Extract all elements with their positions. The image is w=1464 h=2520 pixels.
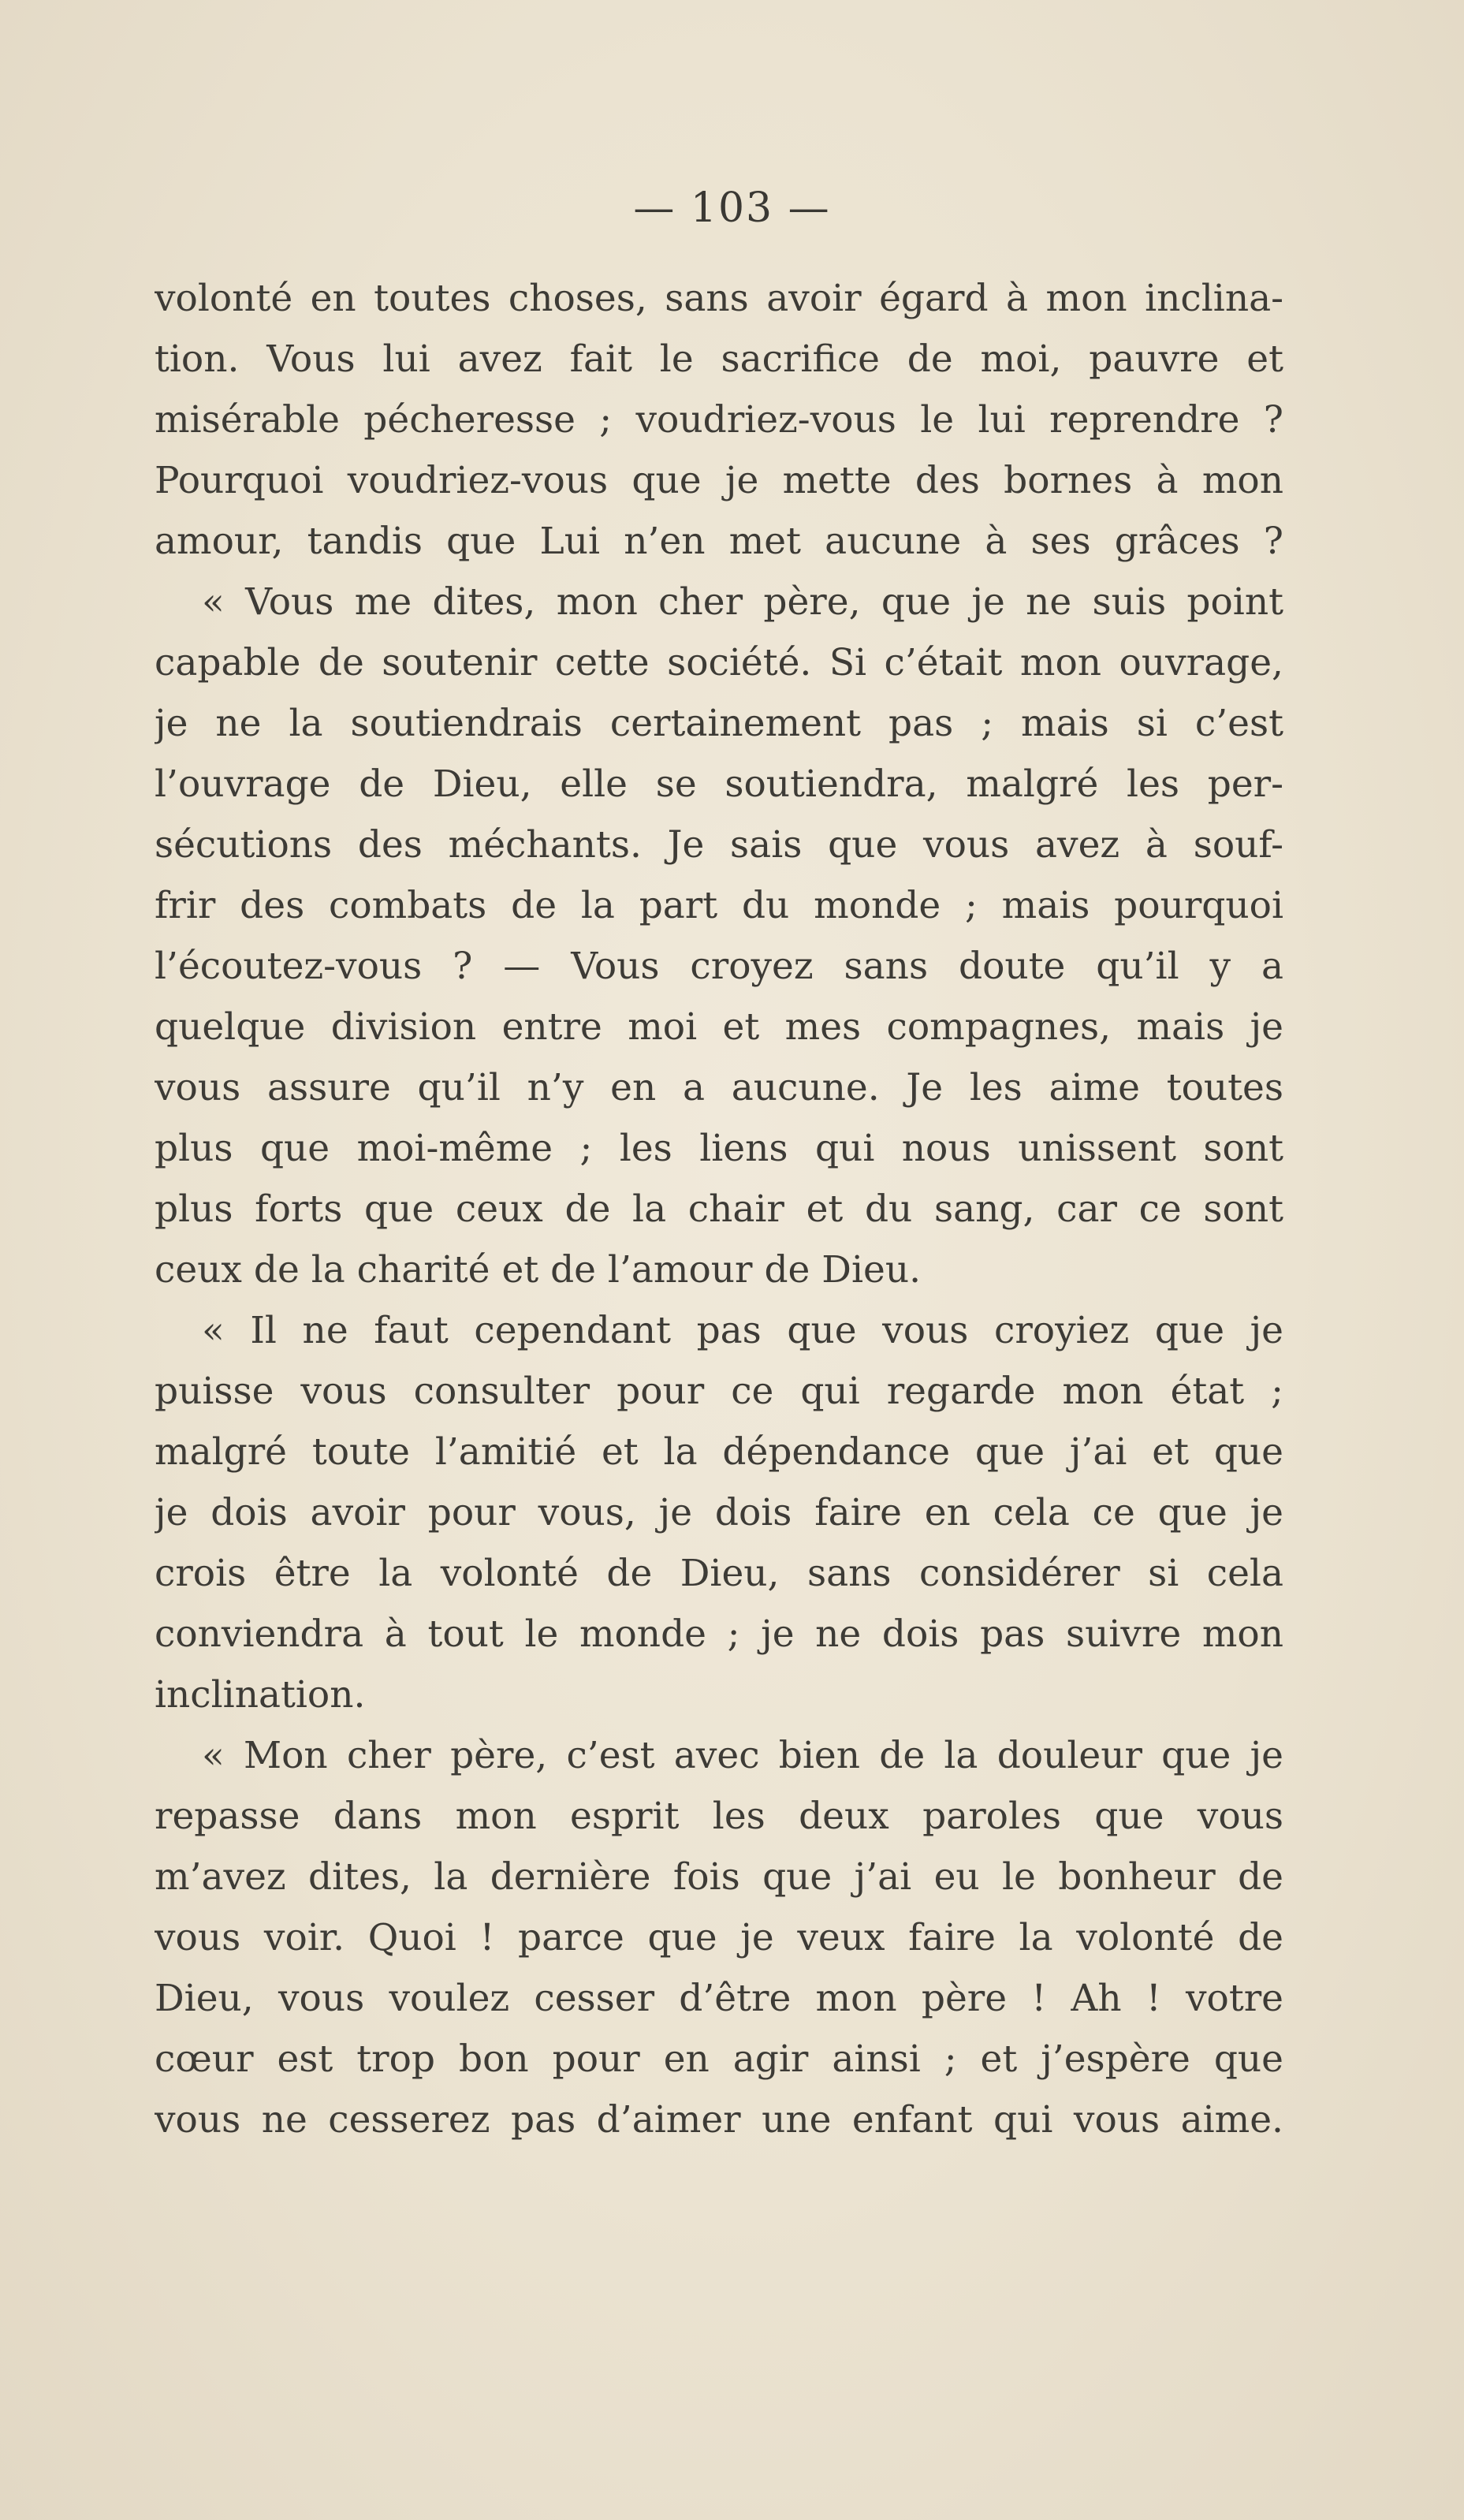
text-line: crois être la volonté de Dieu, sans considérer si cela	[155, 1552, 1283, 1595]
text-line: plus forts que ceux de la chair et du sang, car ce sont	[155, 1187, 1283, 1231]
text-line: quelque division entre moi et mes compagnes, mais je	[155, 1005, 1283, 1049]
text-line: sécutions des méchants. Je sais que vous avez à souf-	[155, 823, 1283, 867]
text-line: vous voir. Quoi ! parce que je veux faire la volonté de	[155, 1916, 1283, 1959]
text-line: vous assure qu’il n’y en a aucune. Je les aime toutes	[155, 1066, 1283, 1109]
text-line: capable de soutenir cette société. Si c’était mon ouvrage,	[155, 641, 1283, 684]
text-line: misérable pécheresse ; voudriez-vous le lui reprendre ?	[155, 398, 1283, 442]
text-line: repasse dans mon esprit les deux paroles que vous	[155, 1795, 1283, 1838]
text-line: cœur est trop bon pour en agir ainsi ; et j’espère que	[155, 2037, 1283, 2081]
text-line: Pourquoi voudriez-vous que je mette des bornes à mon	[155, 459, 1283, 502]
text-line: Dieu, vous voulez cesser d’être mon père ! Ah ! votre	[155, 1977, 1283, 2020]
text-line: amour, tandis que Lui n’en met aucune à ses grâces ?	[155, 520, 1283, 563]
text-line: puisse vous consulter pour ce qui regarde mon état ;	[155, 1370, 1283, 1413]
text-line: malgré toute l’amitié et la dépendance que j’ai et que	[155, 1430, 1283, 1474]
text-line: frir des combats de la part du monde ; mais pourquoi	[155, 884, 1283, 927]
text-line: « Vous me dites, mon cher père, que je ne suis point	[202, 580, 1283, 624]
text-line: l’écoutez-vous ? — Vous croyez sans doute qu’il y a	[155, 945, 1283, 988]
text-line: je ne la soutiendrais certainement pas ; mais si c’est	[155, 702, 1283, 745]
text-line: inclination.	[155, 1673, 366, 1717]
text-line: l’ouvrage de Dieu, elle se soutiendra, malgré les per-	[155, 762, 1283, 806]
text-line: conviendra à tout le monde ; je ne dois pas suivre mon	[155, 1612, 1283, 1656]
text-line: plus que moi-même ; les liens qui nous unissent sont	[155, 1127, 1283, 1170]
text-line: « Mon cher père, c’est avec bien de la douleur que je	[202, 1734, 1283, 1777]
text-line: je dois avoir pour vous, je dois faire en cela ce que je	[155, 1491, 1283, 1534]
text-line: vous ne cesserez pas d’aimer une enfant qui vous aime.	[155, 2098, 1283, 2142]
body-text	[155, 268, 1283, 2150]
text-line: volonté en toutes choses, sans avoir égard à mon inclina-	[155, 277, 1283, 320]
text-line: m’avez dites, la dernière fois que j’ai eu le bonheur de	[155, 1855, 1283, 1899]
text-line: « Il ne faut cependant pas que vous croyiez que je	[202, 1309, 1283, 1352]
text-line: tion. Vous lui avez fait le sacrifice de moi, pauvre et	[155, 337, 1283, 381]
page-number: — 103 —	[633, 185, 831, 232]
text-line: ceux de la charité et de l’amour de Dieu.	[155, 1248, 922, 1292]
